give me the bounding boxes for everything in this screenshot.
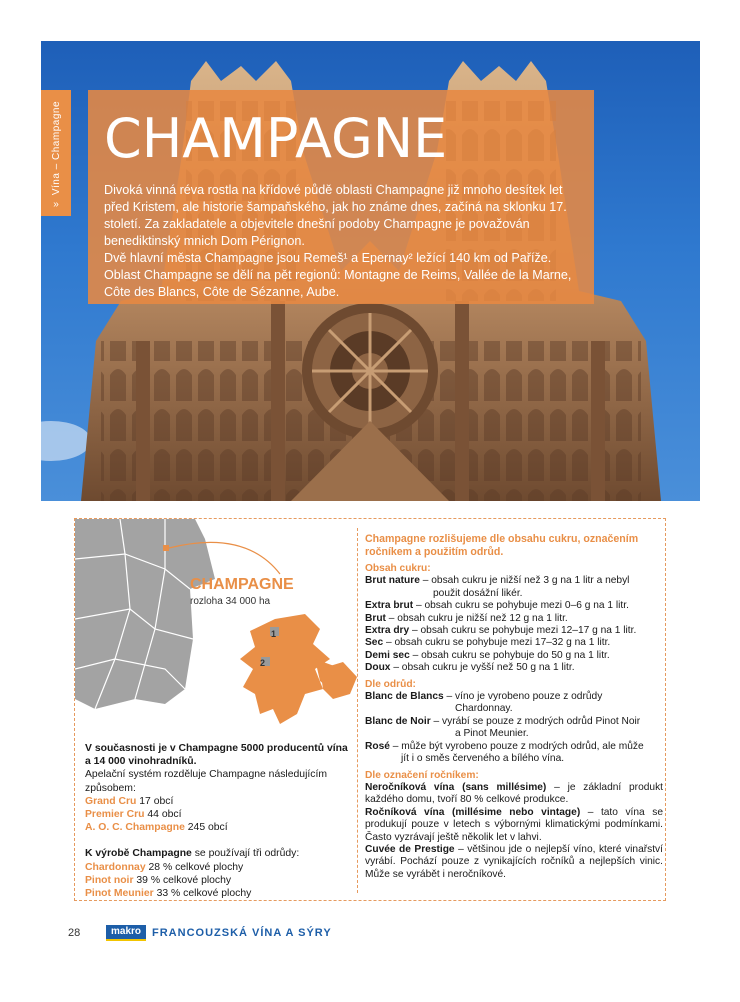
column-divider	[357, 528, 358, 893]
grape-name: Pinot noir	[85, 874, 134, 886]
variety-name: Blanc de Noir	[365, 715, 431, 727]
grape-row	[85, 861, 353, 874]
vintage-name: Cuvée de Prestige	[365, 843, 455, 855]
variety-item	[365, 741, 663, 753]
intro-paragraph-3: Oblast Champagne se dělí na pět regionů: Montagne de Reims, Vallée de la Marne, Côte des Blancs, Côte de Sézanne, Aube.	[104, 268, 572, 299]
vintage-name: Ročníková vína (millésime nebo vintage)	[365, 806, 581, 818]
sugar-title: Obsah cukru:	[365, 563, 431, 574]
classification-heading: Champagne rozlišujeme dle obsahu cukru, označením ročníkem a použitím odrůd.	[365, 533, 639, 558]
vintage-text: – tato vína se produkují pouze v letech s výbornými klimatickými podmínkami. Často vyzrávají ještě několik let v lahvi.	[365, 806, 663, 843]
footer-title: FRANCOUZSKÁ VÍNA A SÝRY	[152, 927, 332, 939]
variety-name: Blanc de Blancs	[365, 691, 444, 703]
map-marker-1: 1	[271, 629, 277, 639]
sugar-item	[365, 600, 663, 612]
cru-row	[85, 795, 353, 808]
intro-paragraph-2: Dvě hlavní města Champagne jsou Remeš¹ a Epernay² ležící 140 km od Paříže.	[104, 251, 552, 265]
cru-value: 245 obcí	[187, 822, 228, 834]
map-illustration	[75, 519, 357, 739]
intro-paragraph-1: Divoká vinná réva rostla na křídové půdě oblasti Champagne již mnoho desítek let před Kristem, ale historie šampaňského, jak ho známe dnes, začíná na sklonku 17. století. Za zakladatele a objevitele dnešní podoby Champagne je považován benediktinský mnich Dom Pérignon.	[104, 183, 567, 248]
sugar-name: Extra brut	[365, 600, 414, 612]
variety-text: – může být vyrobeno pouze z modrých odrůd, ale může	[392, 740, 644, 752]
variety-item-cont: a Pinot Meunier.	[455, 728, 529, 740]
cru-name: Premier Cru	[85, 809, 145, 821]
intro-text	[104, 182, 582, 301]
map-area-label: rozloha 34 000 ha	[190, 596, 271, 607]
appellation-intro: Apelační systém rozděluje Champagne následujícím způsobem:	[85, 769, 327, 794]
cru-value: 17 obcí	[139, 795, 174, 807]
producers-lead: V současnosti je v Champagne 5000 producentů vína a 14 000 vinohradníků.	[85, 743, 348, 768]
cru-value: 44 obcí	[147, 809, 182, 821]
sugar-item	[365, 662, 663, 674]
page-footer	[68, 925, 332, 941]
grape-name: Chardonnay	[85, 861, 146, 873]
sugar-text: – obsah cukru se pohybuje mezi 12–17 g na 1 litr.	[412, 625, 637, 637]
grapes-intro-bold: K výrobě Champagne	[85, 848, 192, 860]
makro-logo: makro	[106, 925, 146, 941]
sugar-name: Brut nature	[365, 575, 420, 587]
variety-text: – vyrábí se pouze z modrých odrůd Pinot Noir	[433, 715, 641, 727]
sugar-item-cont: použit dosážní likér.	[433, 587, 523, 599]
vintage-text: – je základní produkt každého domu, tvoří 80 % celkové produkce.	[365, 781, 663, 806]
sugar-text: – obsah cukru je vyšší než 50 g na 1 litr.	[393, 662, 575, 674]
vintage-text: – většinou jde o nejlepší víno, které vinařství vyrábí. Pochází pouze z vynikajících ročníků a nejlepších vinic. Může se vyrábět i neročníkové.	[365, 843, 663, 880]
vintage-item	[365, 807, 663, 844]
grapes-intro-rest: se používají tři odrůdy:	[194, 848, 300, 860]
page-number: 28	[68, 927, 81, 939]
production-facts	[85, 742, 353, 900]
sugar-text: – obsah cukru se pohybuje mezi 17–32 g na 1 litr.	[385, 637, 611, 649]
sugar-name: Doux	[365, 662, 391, 674]
section-tab	[41, 90, 71, 216]
variety-item	[365, 716, 663, 728]
sugar-name: Extra dry	[365, 625, 410, 637]
sugar-name: Brut	[365, 612, 386, 624]
region-map	[75, 519, 357, 739]
sugar-item	[365, 650, 663, 662]
grapes-intro	[85, 847, 353, 860]
sugar-item	[365, 625, 663, 637]
sugar-text: – obsah cukru se pohybuje do 50 g na 1 litr.	[412, 649, 610, 661]
classification-text	[365, 533, 663, 881]
sugar-name: Demi sec	[365, 649, 410, 661]
chevron-right-icon: »	[53, 199, 59, 210]
sugar-item	[365, 575, 663, 587]
grape-value: 33 % celkové plochy	[156, 888, 252, 900]
map-marker-2: 2	[260, 658, 266, 668]
variety-title: Dle odrůd:	[365, 678, 416, 690]
variety-item-cont: jít i o směs červeného a bílého vína.	[401, 753, 565, 765]
sugar-name: Sec	[365, 637, 384, 649]
cru-row	[85, 821, 353, 834]
sugar-text: – obsah cukru se pohybuje mezi 0–6 g na 1 litr.	[415, 600, 629, 612]
vintage-item	[365, 844, 663, 881]
cru-name: Grand Cru	[85, 795, 137, 807]
variety-item	[365, 691, 663, 703]
cru-name: A. O. C. Champagne	[85, 822, 185, 834]
variety-text: – víno je vyrobeno pouze z odrůdy	[446, 691, 603, 703]
cru-row	[85, 808, 353, 821]
sugar-text: – obsah cukru je nižší než 3 g na 1 litr a nebyl	[422, 575, 630, 587]
title-panel	[88, 90, 594, 304]
grape-name: Pinot Meunier	[85, 888, 154, 900]
sugar-item	[365, 613, 663, 625]
variety-item-cont: Chardonnay.	[455, 703, 513, 715]
vintage-name: Neročníková vína (sans millésime)	[365, 781, 547, 793]
grape-row	[85, 887, 353, 900]
page-title: CHAMPAGNE	[104, 107, 448, 170]
grape-value: 28 % celkové plochy	[148, 861, 244, 873]
grape-value: 39 % celkové plochy	[136, 874, 232, 886]
variety-name: Rosé	[365, 740, 390, 752]
vintage-title: Dle označení ročníkem:	[365, 769, 479, 781]
map-title: CHAMPAGNE	[190, 576, 294, 593]
vintage-item	[365, 782, 663, 807]
sugar-text: – obsah cukru je nižší než 12 g na 1 litr.	[388, 612, 568, 624]
grape-row	[85, 874, 353, 887]
section-tab-label: Vína – Champagne	[50, 100, 62, 195]
sugar-item	[365, 637, 663, 649]
